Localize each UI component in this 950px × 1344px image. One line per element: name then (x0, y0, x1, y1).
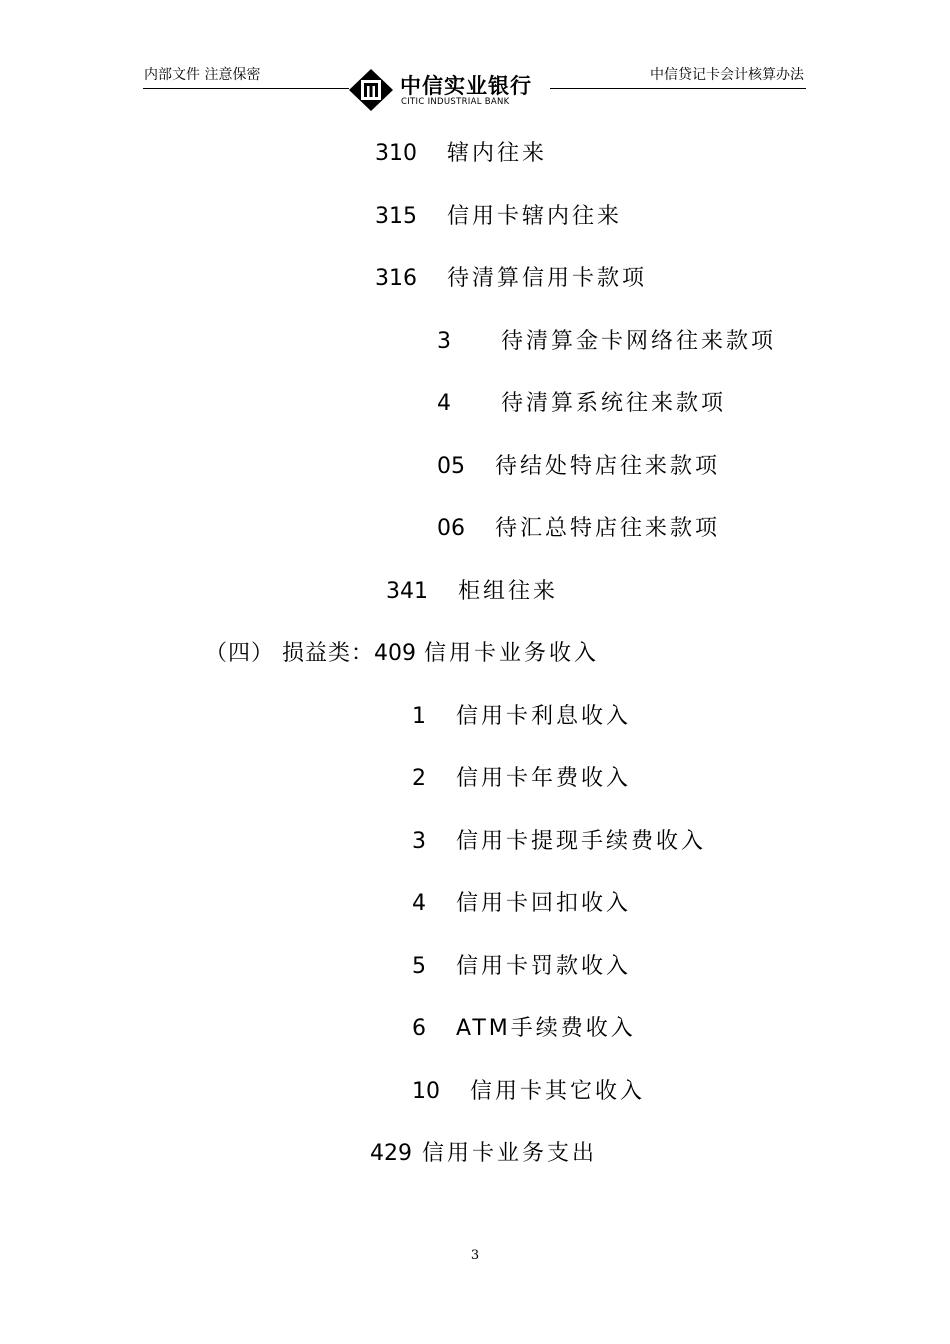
account-code: 315 (375, 204, 417, 229)
account-label: 信用卡业务支出 (422, 1141, 598, 1166)
account-line (375, 199, 622, 230)
header-rule-right (550, 88, 806, 89)
account-line (412, 949, 631, 980)
account-code: 409 (374, 641, 416, 666)
account-label: 信用卡年费收入 (455, 766, 631, 791)
account-label: 信用卡其它收入 (469, 1079, 645, 1104)
page-number: 3 (470, 1248, 480, 1263)
account-line (412, 699, 631, 730)
account-label: 信用卡辖内往来 (446, 204, 622, 229)
account-code: 429 (370, 1141, 412, 1166)
account-label: 待汇总特店往来款项 (494, 516, 720, 541)
account-label: 待清算信用卡款项 (446, 266, 647, 291)
account-line (437, 324, 776, 355)
account-line (375, 136, 547, 167)
account-code: 1 (412, 704, 426, 729)
account-label: 信用卡罚款收入 (455, 954, 631, 979)
account-line (437, 511, 720, 542)
account-line (370, 1136, 597, 1167)
account-line (412, 1074, 645, 1105)
account-code: 6 (412, 1016, 426, 1041)
citic-logo-icon (348, 68, 394, 112)
account-code: 06 (437, 516, 465, 541)
account-label: 待清算系统往来款项 (500, 391, 726, 416)
account-code: 5 (412, 954, 426, 979)
account-code: 05 (437, 454, 465, 479)
header-document-title: 中信贷记卡会计核算办法 (650, 67, 804, 83)
account-label: 信用卡利息收入 (455, 704, 631, 729)
account-label: ATM手续费收入 (455, 1016, 636, 1041)
account-line (437, 386, 726, 417)
category-prefix: （四） 损益类： (205, 641, 374, 666)
account-line (437, 449, 720, 480)
account-line (412, 1011, 636, 1042)
bank-logo (348, 68, 544, 114)
account-code: 10 (412, 1079, 440, 1104)
account-code: 4 (412, 891, 426, 916)
account-code: 2 (412, 766, 426, 791)
account-code: 341 (386, 579, 428, 604)
header-confidential-note: 内部文件 注意保密 (144, 67, 261, 83)
account-line (386, 574, 558, 605)
account-code: 3 (412, 829, 426, 854)
account-label: 柜组往来 (457, 579, 558, 604)
account-label: 信用卡业务收入 (424, 641, 600, 666)
account-label: 待结处特店往来款项 (494, 454, 720, 479)
account-line (412, 886, 631, 917)
header-rule-left (143, 88, 349, 89)
account-label: 信用卡回扣收入 (455, 891, 631, 916)
category-line (205, 636, 599, 667)
account-line (412, 761, 631, 792)
account-code: 3 (437, 329, 451, 354)
bank-name-en: CITIC INDUSTRIAL BANK (401, 97, 510, 107)
account-label: 信用卡提现手续费收入 (455, 829, 706, 854)
account-label: 辖内往来 (446, 141, 547, 166)
account-line (412, 824, 706, 855)
account-code: 4 (437, 391, 451, 416)
account-line (375, 261, 647, 292)
account-code: 310 (375, 141, 417, 166)
account-code: 316 (375, 266, 417, 291)
bank-name-cn: 中信实业银行 (400, 74, 532, 98)
account-label: 待清算金卡网络往来款项 (500, 329, 776, 354)
